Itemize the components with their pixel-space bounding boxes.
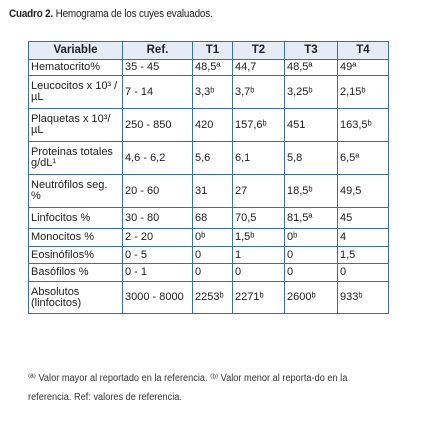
cell-t1: 0 [193, 247, 233, 264]
cell-t2: 3,7ᵇ [233, 76, 285, 109]
cell-ref: 3000 - 8000 [123, 282, 193, 314]
table-row [29, 109, 389, 142]
cell-ref: 0 - 1 [123, 264, 193, 282]
cell-t3: 0 [285, 247, 338, 264]
cell-t2: 157,6ᵇ [233, 109, 285, 142]
cell-ref: 7 - 14 [123, 76, 193, 109]
cell-t2: 70,5 [233, 208, 285, 229]
cell-variable: Proteinas totales g/dL¹ [29, 142, 123, 175]
cell-ref: 30 - 80 [123, 208, 193, 229]
caption-text: Hemograma de los cuyes evaluados. [53, 8, 213, 20]
cell-t4: 45 [338, 208, 389, 229]
cell-t3: 3,25ᵇ [285, 76, 338, 109]
table-row [29, 264, 389, 282]
cell-t1: 420 [193, 109, 233, 142]
cell-variable: Neutrófilos seg. % [29, 175, 123, 208]
table-row [29, 60, 389, 76]
table-row [29, 208, 389, 229]
cell-t3: 2600ᵇ [285, 282, 338, 314]
table-row [29, 229, 389, 247]
table-row [29, 76, 389, 109]
cell-variable: Monocitos % [29, 229, 123, 247]
cell-t3: 0ᵇ [285, 229, 338, 247]
cell-t1: 5,6 [193, 142, 233, 175]
header-t2: T2 [233, 42, 285, 60]
cell-t3: 0 [285, 264, 338, 282]
cell-t2: 0 [233, 264, 285, 282]
table-row [29, 282, 389, 314]
cell-variable: Plaquetas x 10³/µL [29, 109, 123, 142]
cell-t4: 49ª [338, 60, 389, 76]
hemogram-table [28, 41, 389, 314]
cell-variable: Linfocitos % [29, 208, 123, 229]
cell-t1: 0ᵇ [193, 229, 233, 247]
cell-t2: 6,1 [233, 142, 285, 175]
cell-t1: 0 [193, 264, 233, 282]
cell-t3: 81,5ª [285, 208, 338, 229]
cell-t4: 2,15ᵇ [338, 76, 389, 109]
caption-label: Cuadro 2. [9, 8, 54, 20]
cell-t3: 5,8 [285, 142, 338, 175]
cell-t2: 2271ᵇ [233, 282, 285, 314]
table-row [29, 175, 389, 208]
cell-t4: 4 [338, 229, 389, 247]
header-t1: T1 [193, 42, 233, 60]
cell-variable: Basófilos % [29, 264, 123, 282]
table-footnote: ⁽ª⁾ Valor mayor al reportado en la referencia. ⁽ᵇ⁾ Valor menor al reporta-do en la referencia. Ref: valores de referencia. [28, 373, 348, 403]
cell-t3: 451 [285, 109, 338, 142]
cell-ref: 250 - 850 [123, 109, 193, 142]
cell-ref: 4,6 - 6,2 [123, 142, 193, 175]
table-caption [9, 8, 213, 20]
table-row [29, 247, 389, 264]
cell-t4: 6,5ª [338, 142, 389, 175]
cell-t4: 0 [338, 264, 389, 282]
cell-t1: 2253ᵇ [193, 282, 233, 314]
cell-t1: 31 [193, 175, 233, 208]
cell-t3: 48,5ª [285, 60, 338, 76]
cell-t2: 44,7 [233, 60, 285, 76]
cell-t3: 18,5ᵇ [285, 175, 338, 208]
table-row [29, 142, 389, 175]
header-t3: T3 [285, 42, 338, 60]
cell-ref: 2 - 20 [123, 229, 193, 247]
cell-t4: 163,5ᵇ [338, 109, 389, 142]
cell-t4: 49,5 [338, 175, 389, 208]
cell-t1: 68 [193, 208, 233, 229]
header-ref: Ref. [123, 42, 193, 60]
cell-variable: Leucocitos x 10³ /µL [29, 76, 123, 109]
cell-ref: 20 - 60 [123, 175, 193, 208]
cell-ref: 0 - 5 [123, 247, 193, 264]
header-t4: T4 [338, 42, 389, 60]
cell-variable: Eosinófilos% [29, 247, 123, 264]
table-header-row [29, 42, 389, 60]
header-variable: Variable [29, 42, 123, 60]
cell-t1: 48,5ª [193, 60, 233, 76]
cell-t4: 1,5 [338, 247, 389, 264]
cell-ref: 35 - 45 [123, 60, 193, 76]
cell-t2: 1,5ᵇ [233, 229, 285, 247]
cell-t2: 27 [233, 175, 285, 208]
cell-t2: 1 [233, 247, 285, 264]
cell-t1: 3,3ᵇ [193, 76, 233, 109]
cell-variable: Absolutos (linfocitos) [29, 282, 123, 314]
cell-t4: 933ᵇ [338, 282, 389, 314]
cell-variable: Hematocrito% [29, 60, 123, 76]
